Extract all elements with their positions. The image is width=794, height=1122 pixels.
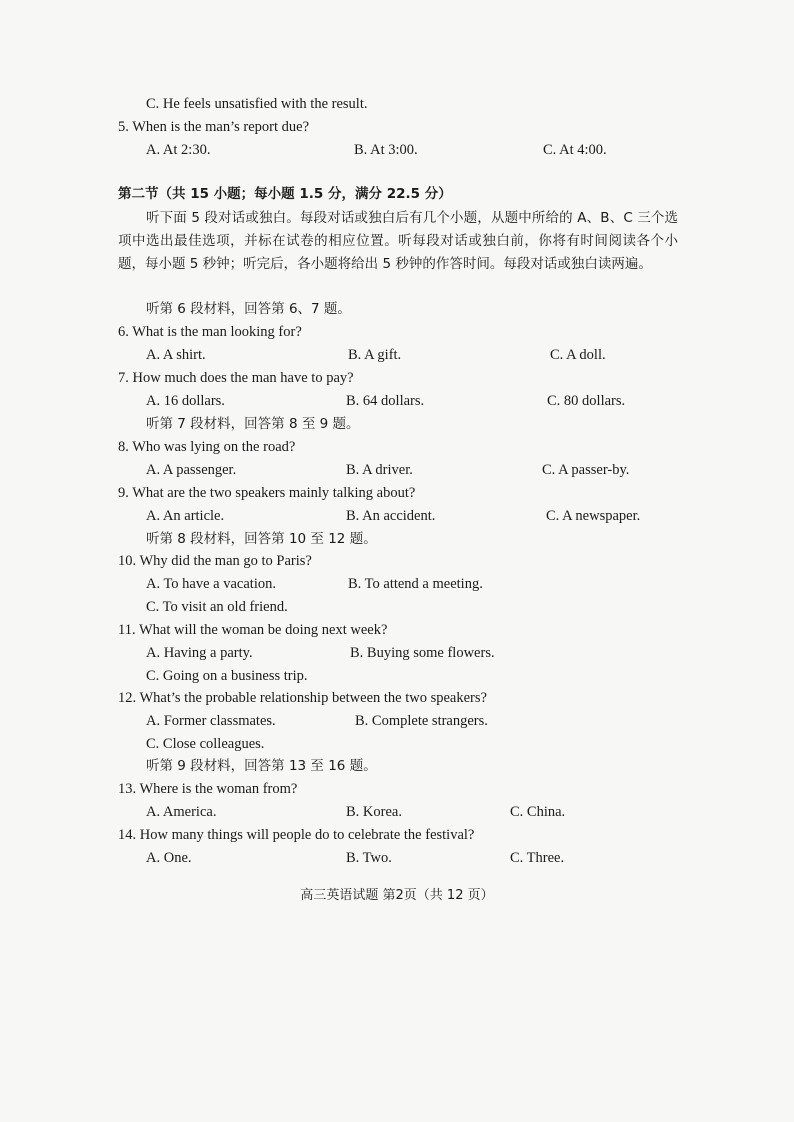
q7-option-a: A. 16 dollars. xyxy=(146,393,225,409)
q14-option-b: B. Two. xyxy=(346,850,392,866)
instructions-text: 听下面 5 段对话或独白。每段对话或独白后有几个小题，从题中所给的 A、B、C 三个选项中选出最佳选项，并标在试卷的相应位置。听每段对话或独白前，你将有时间阅读各个小题，每小题 5 秒钟；听完后，各小题将给出 5 秒钟的作答时间。每段对话或独白读两遍。 xyxy=(118,210,678,272)
material-9-note: 听第 9 段材料，回答第 13 至 16 题。 xyxy=(146,758,377,774)
q13-option-c: C. China. xyxy=(510,804,566,820)
q11-option-c: C. Going on a business trip. xyxy=(146,668,308,684)
material-6-note: 听第 6 段材料，回答第 6、7 题。 xyxy=(146,301,351,317)
q6-option-a: A. A shirt. xyxy=(146,347,206,363)
q11-option-a: A. Having a party. xyxy=(146,645,253,661)
q9-option-a: A. An article. xyxy=(146,508,225,524)
q14-question: 14. How many things will people do to celebrate the festival? xyxy=(118,827,475,843)
q11-option-b: B. Buying some flowers. xyxy=(350,645,495,661)
material-8-note: 听第 8 段材料，回答第 10 至 12 题。 xyxy=(146,531,377,547)
q14-option-a: A. One. xyxy=(146,850,192,866)
page-footer: 高三英语试题 第2页（共 12 页） xyxy=(300,888,494,903)
q8-option-a: A. A passenger. xyxy=(146,462,237,478)
section-heading: 第二节（共 15 小题；每小题 1.5 分，满分 22.5 分） xyxy=(118,186,452,202)
q10-question: 10. Why did the man go to Paris? xyxy=(118,553,312,569)
q4-option-c: C. He feels unsatisfied with the result. xyxy=(146,96,368,112)
q6-option-c: C. A doll. xyxy=(550,347,606,363)
q13-question: 13. Where is the woman from? xyxy=(118,781,298,797)
q7-question: 7. How much does the man have to pay? xyxy=(118,370,354,386)
q5-option-b: B. At 3:00. xyxy=(354,142,418,158)
q10-option-a: A. To have a vacation. xyxy=(146,576,276,592)
q12-option-a: A. Former classmates. xyxy=(146,713,276,729)
q12-option-c: C. Close colleagues. xyxy=(146,736,265,752)
q8-option-c: C. A passer-by. xyxy=(542,462,630,478)
q6-question: 6. What is the man looking for? xyxy=(118,324,302,340)
q8-option-b: B. A driver. xyxy=(346,462,413,478)
section-instructions xyxy=(118,207,678,276)
q5-question: 5. When is the man’s report due? xyxy=(118,119,309,135)
q11-question: 11. What will the woman be doing next week? xyxy=(118,622,388,638)
q9-option-c: C. A newspaper. xyxy=(546,508,641,524)
q14-option-c: C. Three. xyxy=(510,850,565,866)
material-7-note: 听第 7 段材料，回答第 8 至 9 题。 xyxy=(146,416,360,432)
q9-question: 9. What are the two speakers mainly talking about? xyxy=(118,485,416,501)
q13-option-a: A. America. xyxy=(146,804,217,820)
q8-question: 8. Who was lying on the road? xyxy=(118,439,296,455)
q5-option-c: C. At 4:00. xyxy=(543,142,607,158)
q12-option-b: B. Complete strangers. xyxy=(355,713,488,729)
q13-option-b: B. Korea. xyxy=(346,804,402,820)
q10-option-b: B. To attend a meeting. xyxy=(348,576,483,592)
q9-option-b: B. An accident. xyxy=(346,508,436,524)
q7-option-b: B. 64 dollars. xyxy=(346,393,425,409)
q6-option-b: B. A gift. xyxy=(348,347,402,363)
q12-question: 12. What’s the probable relationship between the two speakers? xyxy=(118,690,487,706)
q5-option-a: A. At 2:30. xyxy=(146,142,211,158)
q7-option-c: C. 80 dollars. xyxy=(547,393,626,409)
q10-option-c: C. To visit an old friend. xyxy=(146,599,288,615)
